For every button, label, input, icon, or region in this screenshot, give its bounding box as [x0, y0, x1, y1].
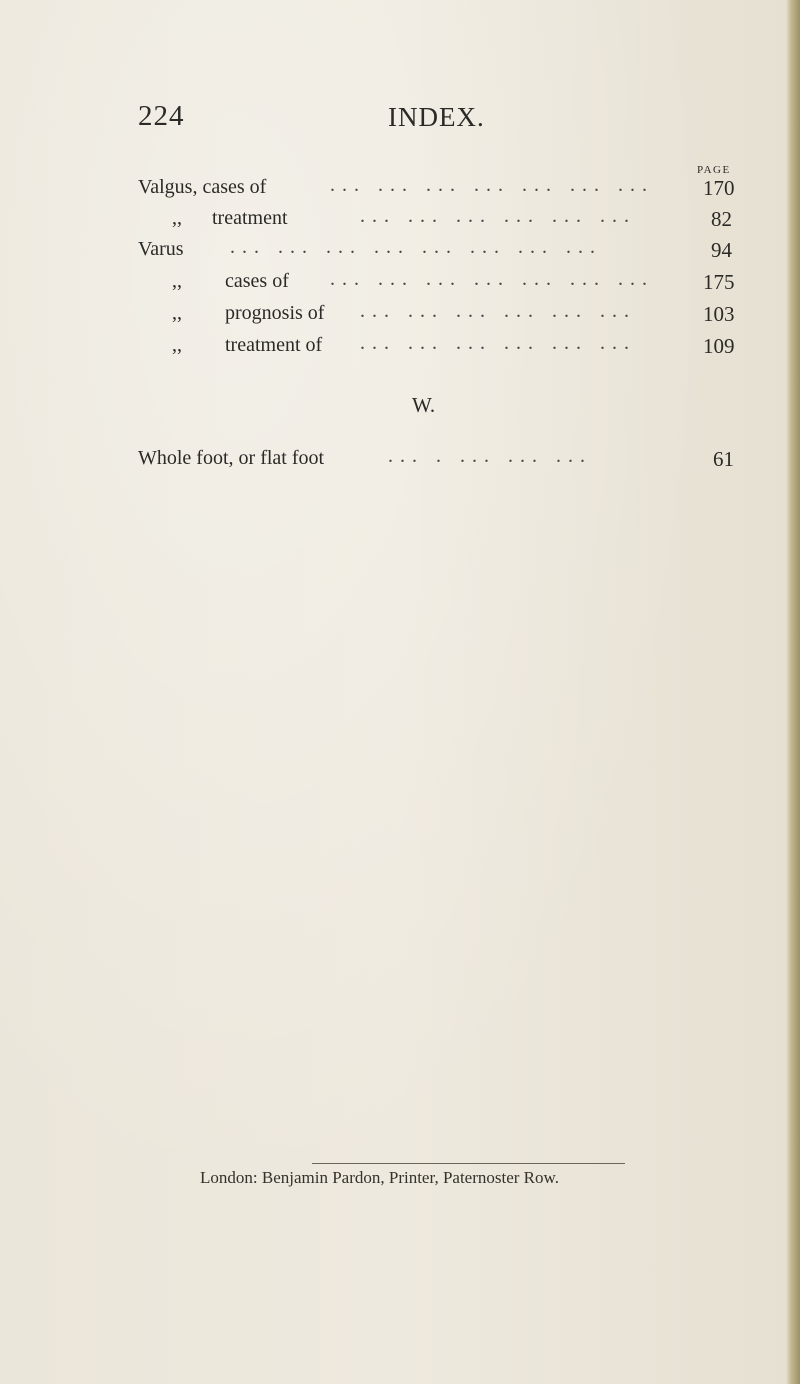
entry-page: 109 [703, 334, 735, 358]
dot-leader: ... ... ... ... ... ... ... [330, 268, 654, 290]
entry-page: 82 [711, 207, 732, 231]
dot-leader: ... ... ... ... ... ... ... [330, 174, 654, 196]
ditto-mark: ,, [172, 302, 182, 324]
entry-page: 170 [703, 176, 735, 200]
index-entry-whole-foot [0, 447, 800, 477]
ditto-mark: ,, [172, 207, 182, 229]
entry-term: treatment of [225, 334, 323, 356]
dot-leader: ... ... ... ... ... ... [360, 205, 636, 227]
index-entry-valgus-treatment [0, 207, 800, 237]
entry-page: 94 [711, 238, 732, 262]
entry-page: 61 [713, 447, 734, 471]
dot-leader: ... ... ... ... ... ... [360, 300, 636, 322]
index-entry-varus-treatment [0, 334, 800, 364]
index-entry-valgus-cases [0, 176, 800, 206]
entry-term: Valgus, cases of [138, 176, 267, 198]
running-header [138, 100, 758, 150]
ditto-mark: ,, [172, 334, 182, 356]
index-entry-varus [0, 238, 800, 268]
entry-term: treatment [212, 207, 288, 229]
index-entry-varus-cases [0, 270, 800, 300]
footer-rule [312, 1163, 625, 1164]
page-column-label: PAGE [697, 164, 731, 176]
entry-term: Varus [138, 238, 184, 260]
entry-term: prognosis of [225, 302, 325, 324]
entry-term: cases of [225, 270, 289, 292]
printer-imprint: London: Benjamin Pardon, Printer, Paternoster Row. [200, 1168, 559, 1187]
entry-term: Whole foot, or flat foot [138, 447, 325, 469]
index-entry-varus-prognosis [0, 302, 800, 332]
page-number: 224 [138, 100, 185, 132]
entry-page: 103 [703, 302, 735, 326]
ditto-mark: ,, [172, 270, 182, 292]
dot-leader: ... ... ... ... ... ... [360, 332, 636, 354]
dot-leader: ... ... ... ... ... ... ... ... [230, 236, 602, 258]
dot-leader: ... . ... ... ... [388, 445, 592, 467]
running-title: INDEX. [388, 102, 485, 132]
entry-page: 175 [703, 270, 735, 294]
section-letter: W. [412, 393, 436, 417]
